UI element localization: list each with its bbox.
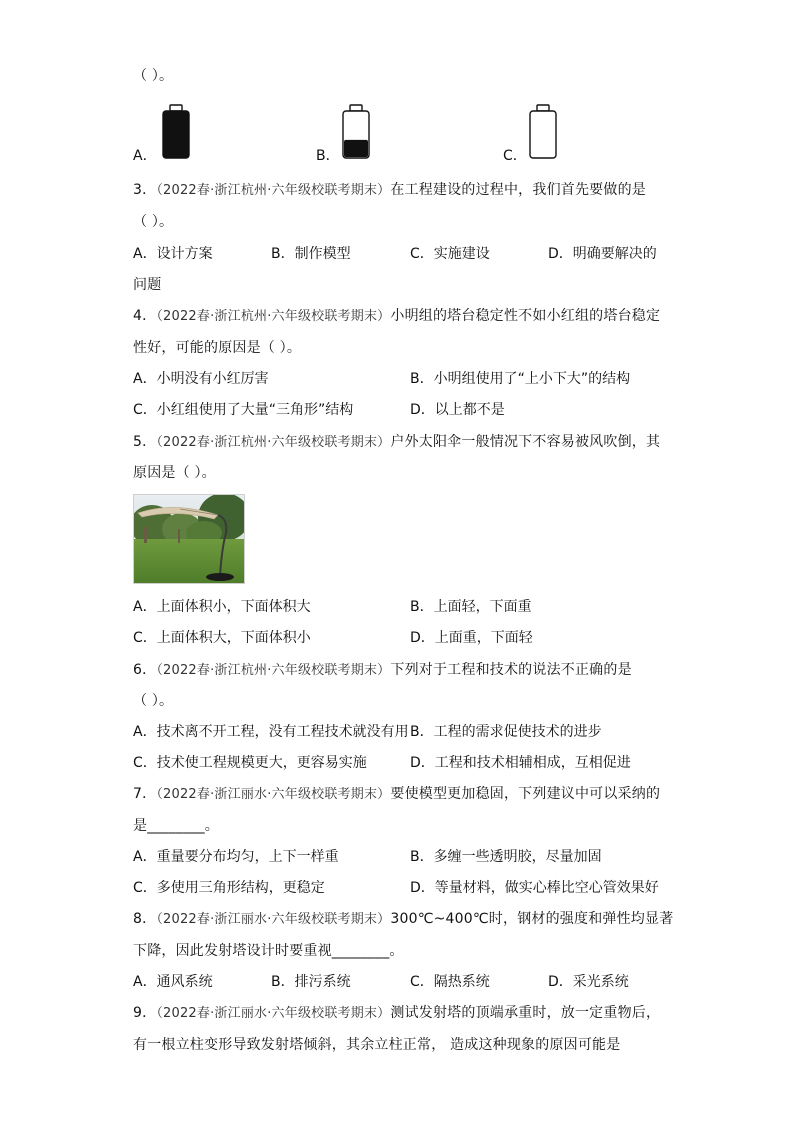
q8-option-d: D．采光系统 — [548, 974, 629, 990]
q3-option-a: A．设计方案 — [133, 246, 213, 262]
question-source: （2022春·浙江丽水·六年级校联考期末） — [156, 1006, 391, 1021]
question-7-stem-cont: 是________。 — [133, 818, 219, 834]
q3-option-d-wrap: 问题 — [133, 277, 162, 293]
q6-option-b: B．工程的需求促使技术的进步 — [410, 724, 602, 740]
q3-option-d: D．明确要解决的 — [548, 246, 657, 262]
battery-choice-a-label: A． — [133, 148, 157, 164]
q7-option-c: C．多使用三角形结构，更稳定 — [133, 880, 325, 896]
q8-option-a: A．通风系统 — [133, 974, 213, 990]
question-source: （2022春·浙江丽水·六年级校联考期末） — [156, 912, 391, 927]
battery-choice-b-label: B． — [316, 148, 340, 164]
question-8-stem: 8．（2022春·浙江丽水·六年级校联考期末）300℃~400℃时，钢材的强度和弹性均显著 — [133, 911, 674, 927]
question-source: （2022春·浙江丽水·六年级校联考期末） — [156, 787, 391, 802]
question-5-stem: 5．（2022春·浙江杭州·六年级校联考期末）户外太阳伞一般情况下不容易被风吹倒，其 — [133, 434, 661, 450]
q5-option-c: C．上面体积大，下面体积小 — [133, 630, 311, 646]
question-7-stem: 7．（2022春·浙江丽水·六年级校联考期末）要使模型更加稳固，下列建议中可以采纳的 — [133, 786, 661, 802]
q4-option-a: A．小明没有小红厉害 — [133, 371, 269, 387]
battery-full-icon — [161, 104, 191, 160]
question-2-paren: （ ）。 — [133, 68, 174, 84]
q8-option-c: C．隔热系统 — [410, 974, 490, 990]
question-source: （2022春·浙江杭州·六年级校联考期末） — [156, 663, 391, 678]
q3-option-c: C．实施建设 — [410, 246, 490, 262]
q6-option-a: A．技术离不开工程，没有工程技术就没有用 — [133, 724, 409, 740]
question-6-stem-cont: （ ）。 — [133, 693, 174, 709]
question-3-stem-cont: （ ）。 — [133, 214, 174, 230]
question-source: （2022春·浙江杭州·六年级校联考期末） — [156, 435, 391, 450]
q4-option-d: D．以上都不是 — [410, 402, 505, 418]
q7-option-d: D．等量材料，做实心棒比空心管效果好 — [410, 880, 659, 896]
question-8-stem-cont: 下降，因此发射塔设计时要重视________。 — [133, 943, 404, 959]
umbrella-photo — [133, 494, 245, 584]
q6-option-c: C．技术使工程规模更大，更容易实施 — [133, 755, 367, 771]
question-6-stem: 6．（2022春·浙江杭州·六年级校联考期末）下列对于工程和技术的说法不正确的是 — [133, 662, 632, 678]
battery-empty-icon — [528, 104, 558, 160]
question-5-stem-cont: 原因是（ ）。 — [133, 465, 216, 481]
q5-option-a: A．上面体积小，下面体积大 — [133, 599, 311, 615]
q5-option-b: B．上面轻，下面重 — [410, 599, 532, 615]
question-9-stem: 9．（2022春·浙江丽水·六年级校联考期末）测试发射塔的顶端承重时，放一定重物后， — [133, 1005, 661, 1021]
q4-option-c: C．小红组使用了大量“三角形”结构 — [133, 402, 354, 418]
q4-option-b: B．小明组使用了“上小下大”的结构 — [410, 371, 631, 387]
q8-option-b: B．排污系统 — [271, 974, 351, 990]
q3-option-b: B．制作模型 — [271, 246, 351, 262]
question-4-stem: 4．（2022春·浙江杭州·六年级校联考期末）小明组的塔台稳定性不如小红组的塔台稳定 — [133, 308, 661, 324]
battery-half-icon — [341, 104, 371, 160]
question-9-stem-cont: 有一根立柱变形导致发射塔倾斜，其余立柱正常， 造成这种现象的原因可能是 — [133, 1037, 621, 1053]
q7-option-a: A．重量要分布均匀，上下一样重 — [133, 849, 339, 865]
battery-choice-c-label: C． — [503, 148, 527, 164]
q7-option-b: B．多缠一些透明胶，尽量加固 — [410, 849, 602, 865]
question-source: （2022春·浙江杭州·六年级校联考期末） — [156, 309, 391, 324]
question-4-stem-cont: 性好，可能的原因是（ ）。 — [133, 340, 302, 356]
q6-option-d: D．工程和技术相辅相成，互相促进 — [410, 755, 631, 771]
question-3-stem: 3．（2022春·浙江杭州·六年级校联考期末）在工程建设的过程中，我们首先要做的是 — [133, 182, 646, 198]
q5-option-d: D．上面重，下面轻 — [410, 630, 533, 646]
question-source: （2022春·浙江杭州·六年级校联考期末） — [156, 183, 391, 198]
